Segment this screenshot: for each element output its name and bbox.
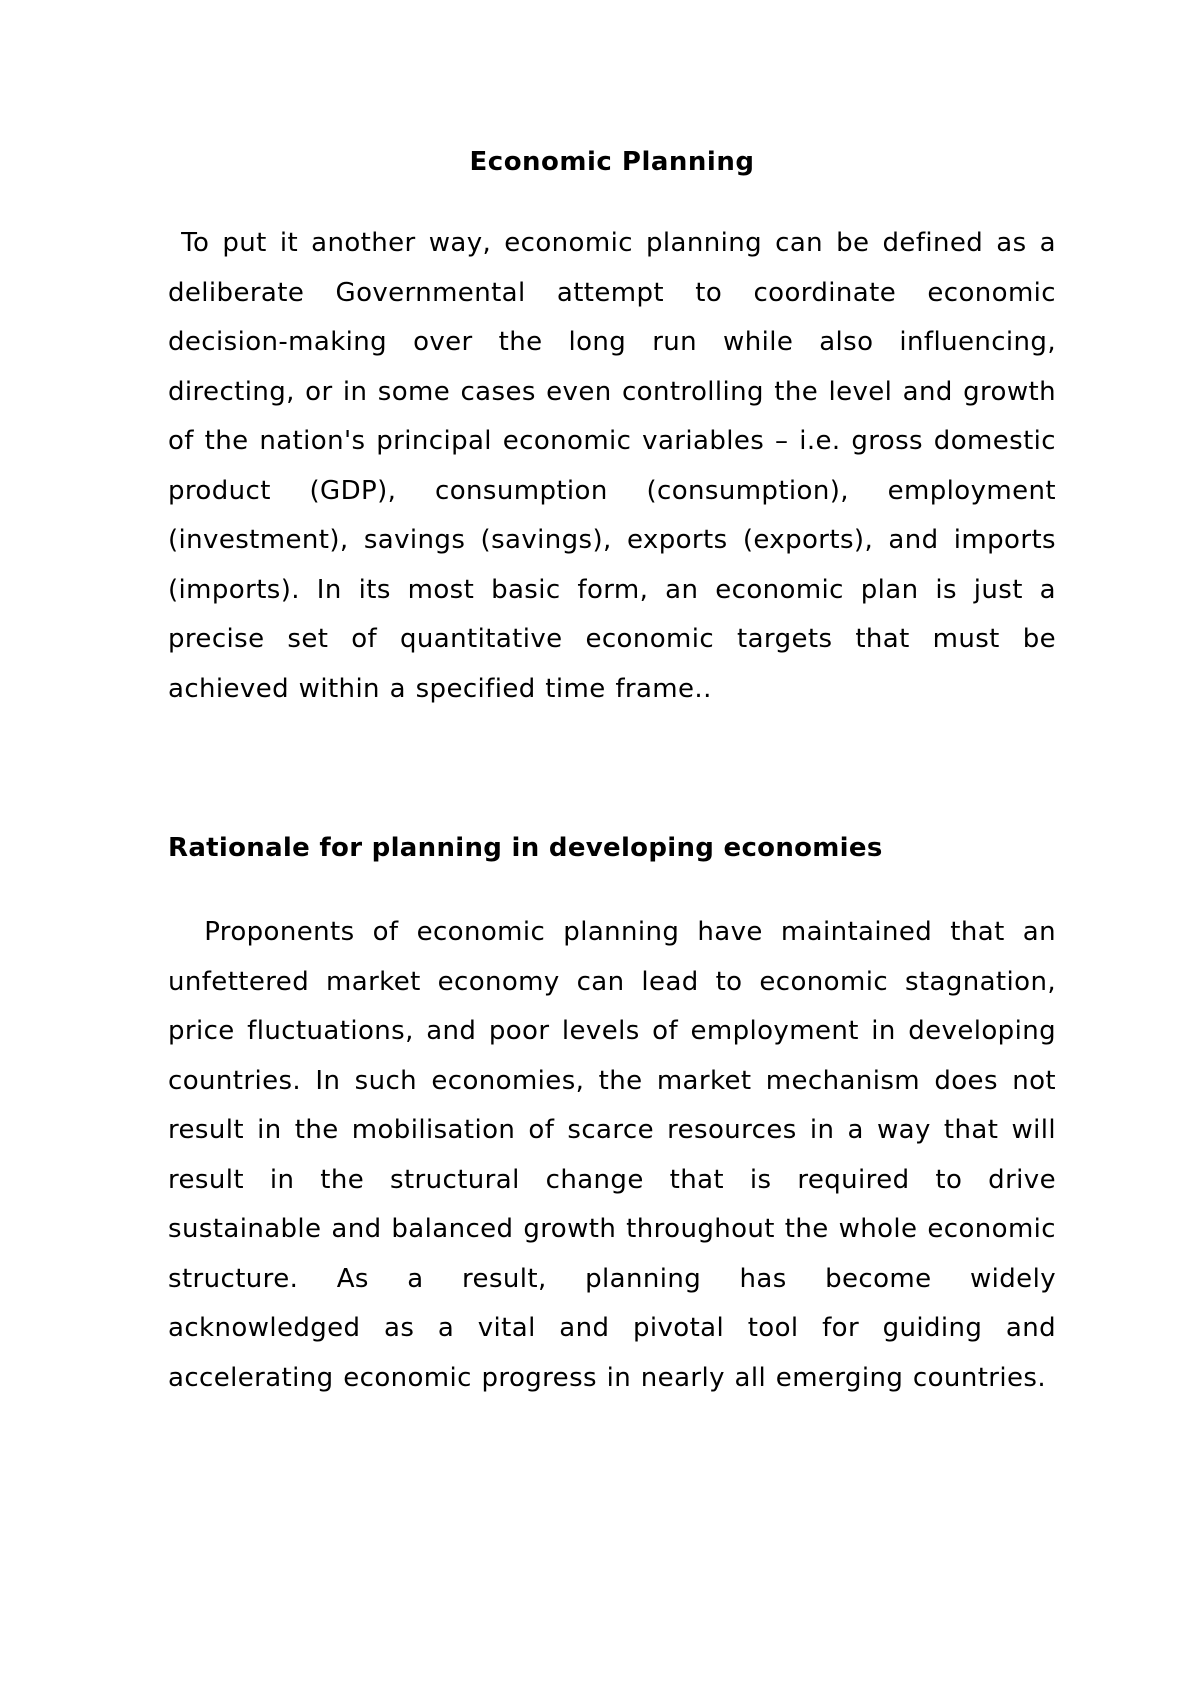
document-body (168, 140, 1066, 1403)
intro-paragraph: To put it another way, economic planning can be defined as a deliberate Governmental attempt to coordinate economic decision-making over the long run while also influencing, directing, or in some cases even controlling the level and growth of the nation's principal economic variables – i.e. gross domestic product (GDP), consumption (consumption), employment (investment), savings (savings), exports (exports), and imports (imports). In its most basic form, an economic plan is just a precise set of quantitative economic targets that must be achieved within a specified time frame.. (168, 228, 1066, 704)
section-heading: Rationale for planning in developing economies (168, 833, 883, 863)
document-title: Economic Planning (469, 147, 755, 177)
rationale-paragraph: Proponents of economic planning have maintained that an unfettered market economy can lead to economic stagnation, price fluctuations, and poor levels of employment in developing countries. In such economies, the market mechanism does not result in the mobilisation of scarce resources in a way that will result in the structural change that is required to drive sustainable and balanced growth throughout the whole economic structure. As a result, planning has become widely acknowledged as a vital and pivotal tool for guiding and accelerating economic progress in nearly all emerging countries. (168, 917, 1066, 1393)
